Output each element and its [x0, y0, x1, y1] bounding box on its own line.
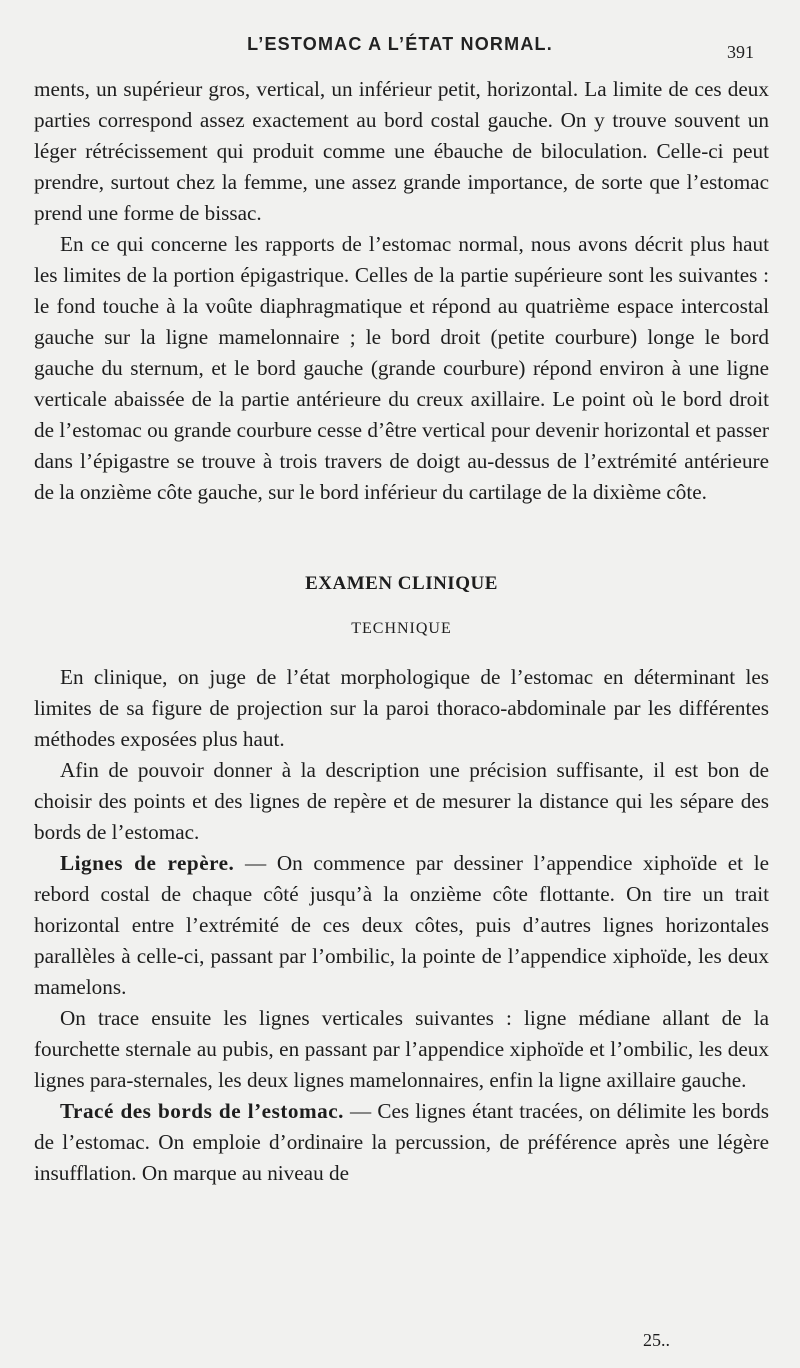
paragraph-2: En ce qui concerne les rapports de l’estomac normal, nous avons décrit plus haut les limites de la portion épigastrique. Celles de la partie supérieure sont les suivantes : le fond touche à la voûte diaphragmatique et répond au quatrième espace intercostal gauche sur la ligne mamelonnaire ; le bord droit (petite courbure) longe le bord gauche du sternum, et le bord gauche (grande courbure) répond environ à une ligne verticale abaissée de la partie antérieure du creux axillaire. Le point où le bord droit de l’estomac ou grande courbure cesse d’être vertical pour devenir horizontal et passer dans l’épigastre se trouve à trois travers de doigt au-dessus de l’extrémité antérieure de la onzième côte gauche, sur le bord inférieur du cartilage de la dixième côte.	[34, 232, 769, 504]
paragraph-4: Afin de pouvoir donner à la description une précision suffisante, il est bon de choisir des points et des lignes de repère et de mesurer la distance qui les sépare des bords de l’estomac.	[34, 758, 769, 844]
page-number: 391	[727, 42, 754, 62]
paragraph-6: On trace ensuite les lignes verticales suivantes : ligne médiane allant de la fourchette sternale au pubis, en passant par l’appendice xiphoïde et l’ombilic, les deux lignes para-sternales, les deux lignes mamelonnaires, enfin la ligne axillaire gauche.	[34, 1006, 769, 1092]
section-subheading: TECHNIQUE	[351, 620, 452, 637]
running-head: L’ESTOMAC A L’ÉTAT NORMAL.	[247, 34, 553, 54]
runin-trace-des-bords: Tracé des bords de l’estomac.	[60, 1099, 344, 1123]
page-header	[0, 30, 800, 62]
paragraph-7	[34, 1096, 769, 1189]
paragraph-5	[34, 848, 769, 1003]
runin-lignes-de-repere: Lignes de repère.	[60, 851, 235, 875]
signature-mark: 25..	[643, 1330, 670, 1350]
paragraph-3: En clinique, on juge de l’état morphologique de l’estomac en déterminant les limites de sa figure de projection sur la paroi thoraco-abdominale par les différentes méthodes exposées plus haut.	[34, 665, 769, 751]
paragraph-1: ments, un supérieur gros, vertical, un inférieur petit, horizontal. La limite de ces deux parties correspond assez exactement au bord costal gauche. On y trouve souvent un léger rétrécissement qui produit comme une ébauche de biloculation. Celle-ci peut prendre, surtout chez la femme, une assez grande importance, de sorte que l’estomac prend une forme de bissac.	[34, 77, 769, 225]
page-body	[34, 74, 769, 1189]
section-heading: EXAMEN CLINIQUE	[305, 573, 498, 594]
paragraph-7-text: — Ces lignes étant tracées, on délimite les bords de l’estomac. On emploie d’ordinaire la percussion, de préférence après une légère insufflation. On marque au niveau de	[34, 1099, 769, 1185]
paragraph-5-text: — On commence par dessiner l’appendice xiphoïde et le rebord costal de chaque côté jusqu’à la onzième côte flottante. On tire un trait horizontal entre l’extrémité de ces deux côtes, puis d’autres lignes horizontales parallèles à celle-ci, passant par l’ombilic, la pointe de l’appendice xiphoïde, les deux mamelons.	[34, 851, 769, 999]
